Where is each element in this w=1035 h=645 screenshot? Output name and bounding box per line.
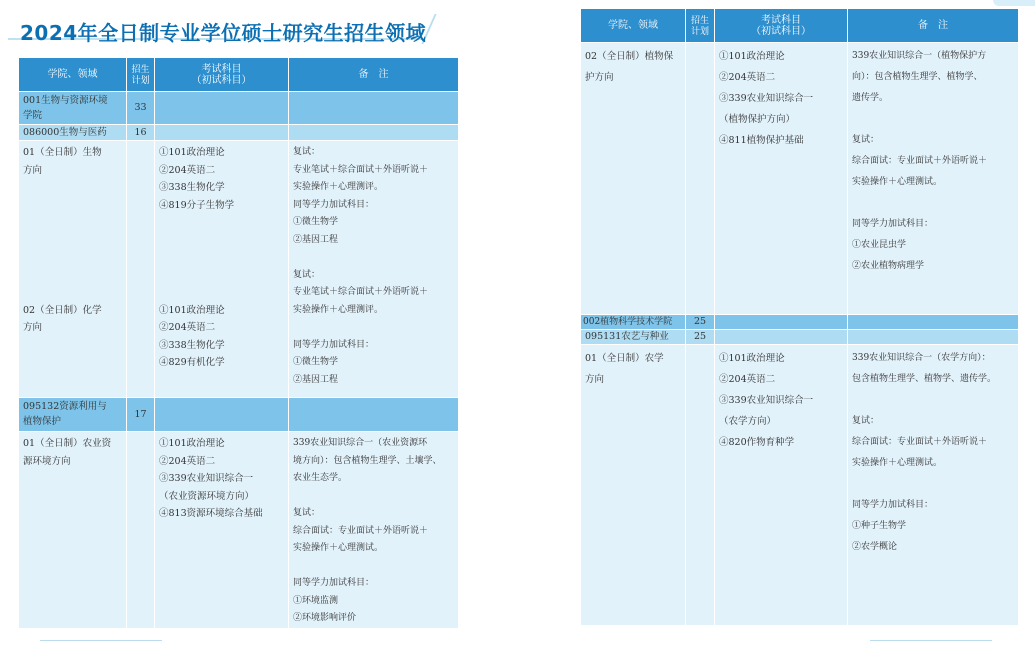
header-note: 备 注 [289,58,459,92]
college-cell: 01（全日制）农业资 源环境方向 [19,432,127,629]
page-title-banner [8,8,430,45]
plan-cell [686,43,715,315]
college-cell: 002植物科学技术学院 [581,315,686,330]
exam-cell [715,330,848,345]
college-cell: 095131农艺与种业 [581,330,686,345]
table-header-row [581,9,1019,43]
note-cell [289,92,459,125]
exam-cell: ①101政治理论 ②204英语二 ③339农业知识综合一 （农学方向） ④820作物育种学 [715,345,848,626]
note-cell: 339农业知识综合一（农业资源环 境方向）：包含植物生理学、土壤学、 农业生态学。 复试： 综合面试：专业面试＋外语听说＋ 实验操作＋心理测试。 同等学力加试科目： ①环境监测 ②环境影响评价 [289,432,459,629]
table-row [581,315,1019,330]
exam-cell [155,125,289,141]
left-admissions-table [18,57,459,629]
table-row [581,345,1019,626]
exam-cell: ①101政治理论 ②204英语二 ③338生物化学 ④819分子生物学 ①101政治理论 ②204英语二 ③338生物化学 ④829有机化学 [155,141,289,398]
header-note: 备 注 [848,9,1019,43]
right-footer-line [870,640,992,644]
right-admissions-table [580,8,1019,626]
college-cell: 001生物与资源环境 学院 [19,92,127,125]
table-row [19,125,459,141]
college-cell: 086000生物与医药 [19,125,127,141]
corner-decoration [993,0,1035,6]
header-college: 学院、领域 [19,58,127,92]
note-cell: 复试： 专业笔试＋综合面试＋外语听说＋ 实验操作＋心理测评。 同等学力加试科目： ①微生物学 ②基因工程 复试： 专业笔试＋综合面试＋外语听说＋ 实验操作＋心理测评。 同等学力加试科目： ①微生物学 ②基因工程 [289,141,459,398]
table-row [19,432,459,629]
table-header-row [19,58,459,92]
note-cell [289,125,459,141]
plan-cell: 16 [127,125,155,141]
plan-cell: 25 [686,330,715,345]
plan-cell: 17 [127,398,155,432]
exam-cell [155,92,289,125]
plan-cell: 25 [686,315,715,330]
table-row [581,43,1019,315]
left-footer-line [40,640,162,644]
note-cell: 339农业知识综合一（农学方向）： 包含植物生理学、植物学、遗传学。 复试： 综合面试：专业面试＋外语听说＋ 实验操作＋心理测试。 同等学力加试科目： ①种子生物学 ②农学概论 [848,345,1019,626]
college-cell: 01（全日制）农学 方向 [581,345,686,626]
header-exam: 考试科目 （初试科目） [155,58,289,92]
header-plan: 招生 计划 [127,58,155,92]
exam-cell [155,398,289,432]
table-row [581,330,1019,345]
college-cell: 01（全日制）生物 方向 02（全日制）化学 方向 [19,141,127,398]
note-cell [848,315,1019,330]
exam-cell [715,315,848,330]
note-cell: 339农业知识综合一（植物保护方 向）：包含植物生理学、植物学、 遗传学。 复试： 综合面试：专业面试＋外语听说＋ 实验操作＋心理测试。 同等学力加试科目： ①农业昆虫学 ②农业植物病理学 [848,43,1019,315]
note-cell [848,330,1019,345]
plan-cell [127,432,155,629]
header-college: 学院、领域 [581,9,686,43]
header-exam: 考试科目 （初试科目） [715,9,848,43]
table-row [19,398,459,432]
note-cell [289,398,459,432]
plan-cell [686,345,715,626]
table-row [19,92,459,125]
exam-cell: ①101政治理论 ②204英语二 ③339农业知识综合一 （植物保护方向） ④811植物保护基础 [715,43,848,315]
plan-cell [127,141,155,398]
plan-cell: 33 [127,92,155,125]
exam-cell: ①101政治理论 ②204英语二 ③339农业知识综合一 （农业资源环境方向） ④813资源环境综合基础 [155,432,289,629]
table-row [19,141,459,398]
college-cell: 095132资源利用与 植物保护 [19,398,127,432]
college-cell: 02（全日制）植物保 护方向 [581,43,686,315]
header-plan: 招生 计划 [686,9,715,43]
page-title: 2024年全日制专业学位硕士研究生招生领域 [20,21,427,45]
